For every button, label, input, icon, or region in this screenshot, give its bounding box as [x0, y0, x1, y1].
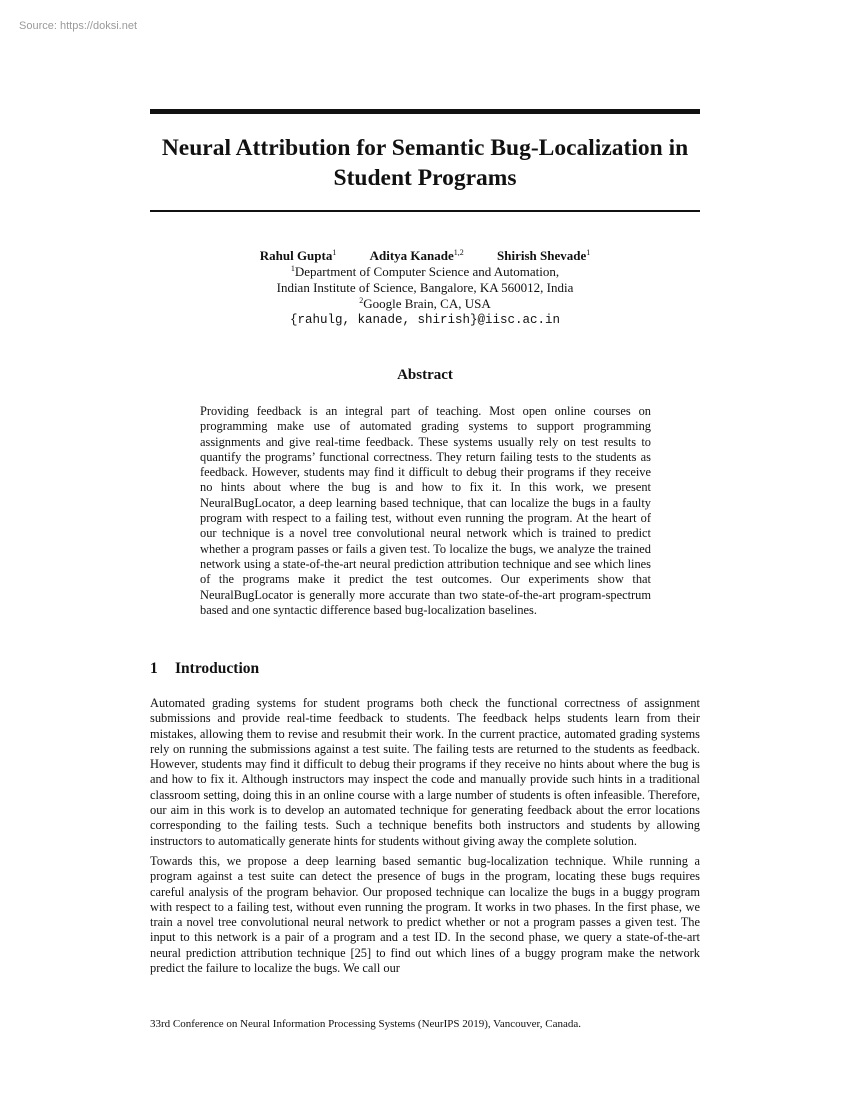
section-heading-introduction [150, 660, 700, 678]
title-bottom-rule [150, 210, 700, 212]
affiliation-2: $^2$Google Brain, CA, USA [359, 296, 491, 311]
author-email[interactable]: {rahulg, kanade, shirish}@iisc.ac.in [289, 313, 561, 327]
abstract-heading: Abstract [397, 367, 453, 383]
section-title: Introduction [175, 660, 260, 677]
affiliation-1-line-1: $^1$Department of Computer Science and Automation, [290, 264, 560, 279]
author-3: Shirish Shevade$^1$ [497, 248, 591, 263]
conference-footnote: 33rd Conference on Neural Information Processing Systems (NeurIPS 2019), Vancouver, Canada. [150, 1018, 582, 1030]
paragraph: Towards this, we propose a deep learning based semantic bug-localization technique. While running a program against a test suite can detect the presence of bugs in the program, locating these bugs requires careful analysis of the program behavior. Our proposed technique can localize the bugs in a buggy program with respect to a failing test, without even running the program. It works in two phases. In the first phase, we train a novel tree convolutional neural network to predict whether or not a program passes a given test. The input to this network is a pair of a program and a test ID. In the second phase, we query a state-of-the-art neural prediction attribution technique [25] to find out which lines of a buggy program make the network predict the failure to localize the bugs. We call our [150, 853, 700, 976]
paper-title: Neural Attribution for Semantic Bug-Localization in Student Programs [161, 135, 689, 191]
source-note: Source: https://doksi.net [19, 20, 138, 32]
affiliation-1-line-2: Indian Institute of Science, Bangalore, KA 560012, India [276, 280, 574, 295]
author-2: Aditya Kanade$^{1,2}$ [369, 248, 464, 263]
section-number: 1 [150, 660, 158, 677]
author-names [150, 248, 700, 264]
title-top-rule [150, 109, 700, 114]
paragraph: Automated grading systems for student programs both check the functional correctness of assignment submissions and provide real-time feedback to students. The feedback helps students learn from their mistakes, allowing them to revise and resubmit their work. In the current practice, automated grading systems rely on running the submissions against a test suite. The failing tests are returned to the students as feedback. However, students may find it difficult to debug their programs if they receive no hints about where the bug is and how to fix it. Although instructors may inspect the code and manually provide such hints in a traditional classroom setting, doing this in an online course with a large number of students is often infeasible. Therefore, our aim in this work is to develop an automated technique for generating feedback about the error locations corresponding to the failing tests. Such a technique benefits both instructors and students by allowing instructors to automatically generate hints for students without giving away the complete solution. [150, 696, 700, 848]
abstract-body: Providing feedback is an integral part of teaching. Most open online courses on programming make use of automated grading systems to support programming assignments and give real-time feedback. These systems usually rely on test results to quantify the programs’ functional correctness. They return failing tests to the students as feedback. However, students may find it difficult to debug their programs if they receive no hints about where the bug is and how to fix it. In this work, we present NeuralBugLocator, a deep learning based technique, that can localize the bugs in a faulty program with respect to a failing test, without even running the program. At the heart of our technique is a novel tree convolutional neural network which is trained to predict whether a program passes or fails a given test. To localize the bugs, we analyze the trained network using a state-of-the-art neural prediction attribution technique and see which lines of the programs make it predict the test outcomes. Our experiments show that NeuralBugLocator is generally more accurate than two state-of-the-art program-spectrum based and one syntactic difference based bug-localization baselines. [200, 404, 651, 617]
introduction-body [150, 696, 700, 981]
author-1: Rahul Gupta$^1$ [259, 248, 337, 263]
author-block [150, 248, 700, 328]
